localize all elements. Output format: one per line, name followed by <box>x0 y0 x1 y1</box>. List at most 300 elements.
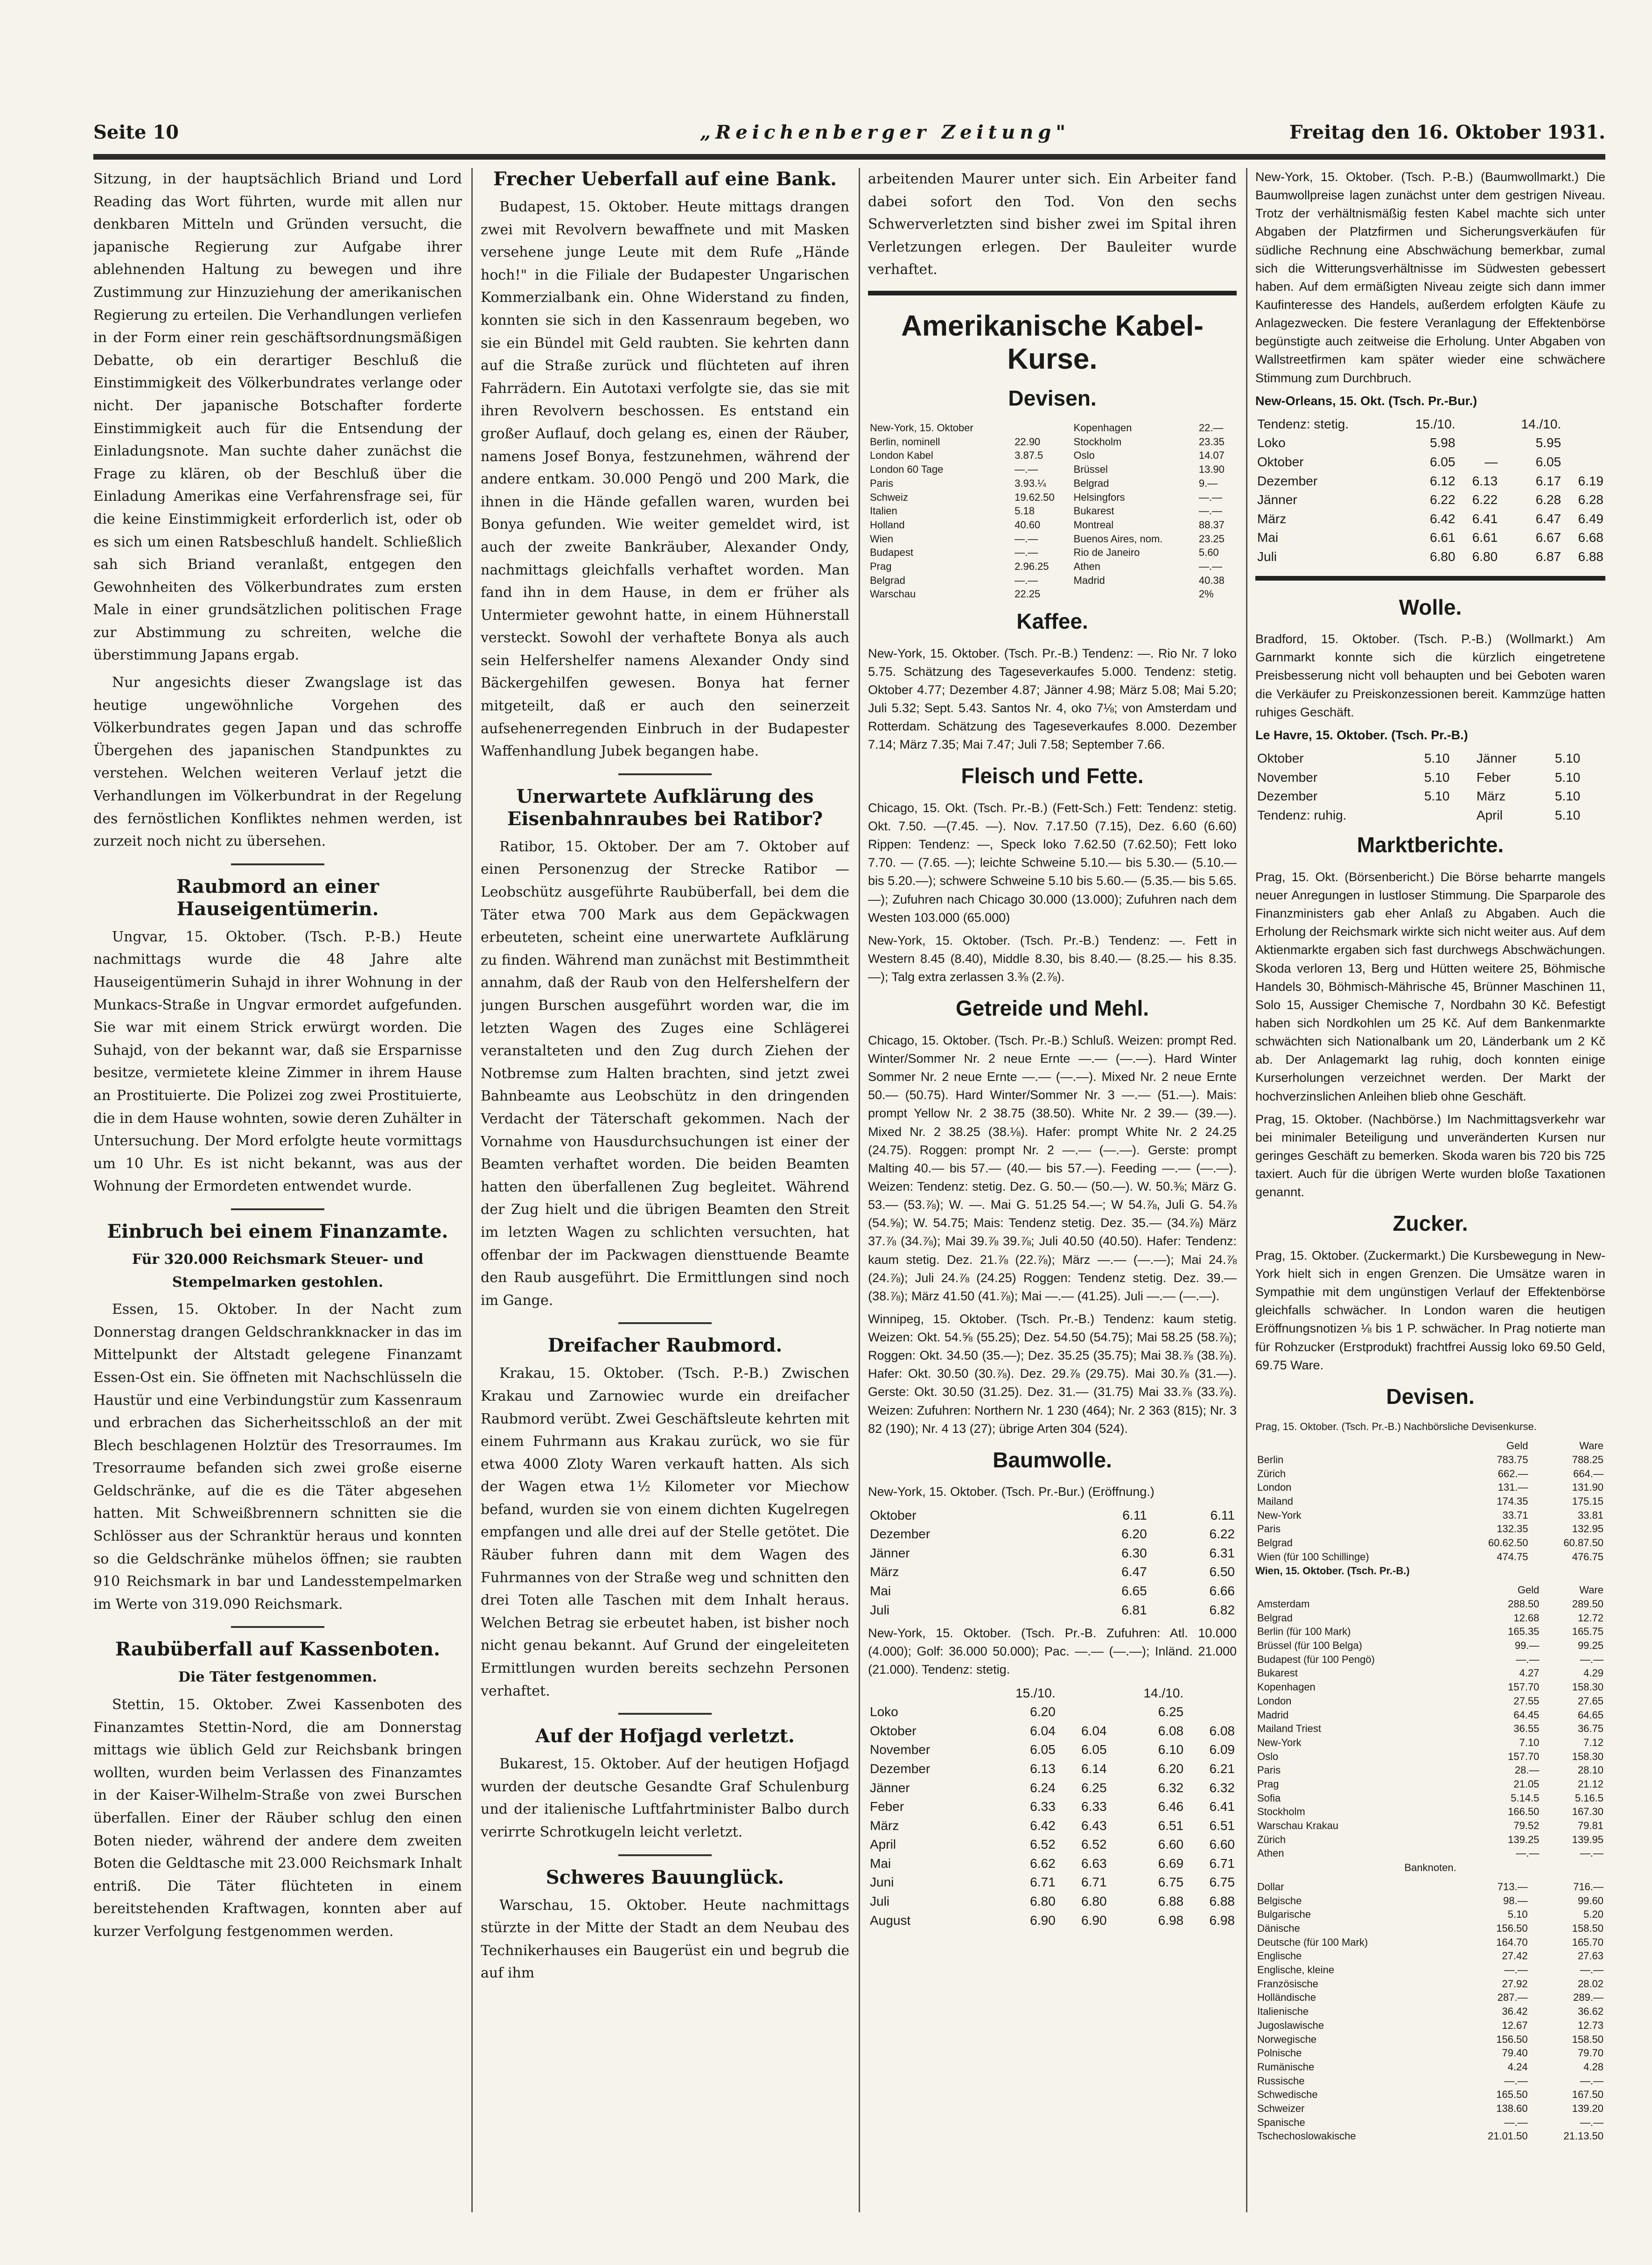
table-cell: 6.04 <box>1030 1723 1056 1738</box>
article-separator <box>231 863 324 865</box>
getreide-heading: Getreide und Mehl. <box>955 996 1149 1021</box>
table-cell: 7.10 <box>1519 1736 1540 1748</box>
table-cell: 5.95 <box>1535 435 1561 450</box>
table-cell: 6.13 <box>1030 1761 1056 1776</box>
table-cell: 98.— <box>1503 1894 1528 1907</box>
table-cell: 139.95 <box>1572 1833 1603 1845</box>
table-cell: Dezember <box>1257 473 1318 488</box>
table-cell: Budapest <box>870 547 913 559</box>
table-cell: 6.22 <box>1209 1527 1235 1542</box>
table-cell: 6.13 <box>1472 473 1498 488</box>
table-cell: 6.04 <box>1081 1723 1107 1738</box>
table-cell <box>1255 1583 1477 1597</box>
header-rule <box>93 154 1605 160</box>
table-cell: 22.25 <box>1015 588 1041 600</box>
table-cell: 6.80 <box>1429 549 1456 564</box>
table-row <box>1255 1597 1605 1611</box>
table-cell: 14.07 <box>1198 449 1225 462</box>
table-cell: 6.11 <box>1210 1508 1235 1522</box>
table-cell: Brüssel (für 100 Belga) <box>1257 1640 1362 1652</box>
baumwolle-table <box>868 1506 1237 1620</box>
table-cell: 6.47 <box>1535 511 1561 526</box>
market-report: Prag, 15. Okt. (Börsenbericht.) Die Börse beharrte mangels neuer Anregungen in lustloser Stimmung. Die Sparparole des Finanzministers gab eher Anlaß zu Abgaben. Auch die Erholung der Reichsmark wirkte sich nicht weiter aus. Auf dem Aktienmarkte ergaben sich fast durchwegs Abschwächungen. Skoda verloren 13, Berg und Hütten weitere 25, Böhmische Handels 30, Böhmisch-Mährische 45, Brünner Maschinen 11, Solo 15, Aussiger Chemische 7, Nordbahn 30 Kč. Befestigt haben sich Nordkohlen um 25 Kč. Auf dem Bankenmarkte schwächten sich Nationalbank um 20, Länderbank um 2 Kč ab. Der Anlagemarkt lag ruhig, doch konnten einige Kurserholungen verzeichnet werden. Der Markt der hochverzinslichen Anleihen blieb ohne Geschäft. <box>1255 870 1605 1103</box>
table-cell: 3.93.¼ <box>1015 477 1046 489</box>
table-cell: 28.02 <box>1577 1977 1603 1990</box>
table-cell: Holländische <box>1257 1992 1316 2004</box>
banknoten-heading: Banknoten. <box>1404 1862 1456 1874</box>
article-headline: Frecher Ueberfall auf eine Bank. <box>493 168 837 190</box>
table-row <box>868 1835 1237 1854</box>
table-cell: 6.87 <box>1535 549 1561 564</box>
table-cell: —.— <box>1580 1847 1603 1859</box>
baumwolle-report: New-York, 15. Oktober. (Tsch. Pr.-Bur.) (Eröffnung.) <box>868 1485 1155 1499</box>
table-cell: 99.60 <box>1577 1894 1603 1907</box>
article-body: Warschau, 15. Oktober. Heute nachmittags stürzte in der Mitte der Stadt an dem Neubau des Technikerhauses ein Baugerüst ein und begrub die auf ihm <box>481 1897 849 1982</box>
table-cell: 6.42 <box>1429 511 1456 526</box>
table-cell: 23.35 <box>1198 435 1225 448</box>
table-row <box>1255 1536 1605 1550</box>
table-cell: —.— <box>1516 1653 1540 1665</box>
table-row <box>1255 2019 1605 2033</box>
table-row <box>1255 1467 1605 1481</box>
newspaper-page <box>93 112 1605 2222</box>
table-cell: 167.30 <box>1572 1806 1603 1818</box>
table-cell: 6.22 <box>1429 492 1456 507</box>
table-row <box>1255 749 1605 768</box>
table-cell: 156.50 <box>1496 2033 1528 2045</box>
table-cell: Polnische <box>1257 2047 1302 2059</box>
table-cell: Deutsche (für 100 Mark) <box>1257 1936 1368 1948</box>
table-cell: Feber <box>870 1799 904 1814</box>
table-cell: 5.10 <box>1424 770 1450 785</box>
table-cell: 289.50 <box>1572 1598 1603 1610</box>
table-row <box>868 1582 1237 1601</box>
table-cell: London Kabel <box>870 449 933 462</box>
table-cell: Belgrad <box>1257 1537 1293 1549</box>
table-row <box>1255 1583 1605 1597</box>
table-cell: 6.62 <box>1030 1856 1056 1871</box>
table-row <box>1255 2005 1605 2019</box>
article-subheadline: Die Täter festgenommen. <box>178 1669 377 1686</box>
table-cell: Berlin, nominell <box>870 435 940 448</box>
wien-devisen-table <box>1255 1583 1605 1860</box>
table-row <box>868 1525 1237 1544</box>
table-cell <box>1072 587 1197 601</box>
table-row <box>868 574 1237 588</box>
table-cell: Dezember <box>870 1527 931 1542</box>
table-cell: 36.75 <box>1577 1723 1603 1735</box>
table-cell: 6.68 <box>1578 530 1603 545</box>
table-cell: 9.— <box>1198 477 1218 489</box>
table-cell: 6.90 <box>1081 1913 1107 1928</box>
column-divider <box>859 168 860 2212</box>
article-body: Krakau, 15. Oktober. (Tsch. P.-B.) Zwischen Krakau und Zarnowiec wurde ein dreifacher Raubmord verübt. Zwei Geschäftsleute kehrten mit einem Fuhrmann aus Krakau zurück, wo sie für etwa 4000 Zloty Waren verkauft hatten. Als sich der Wagen etwa 1½ Kilometer vor Miechow befand, wurden sie von einem dichten Kugelregen empfangen und alle drei auf der Stelle getötet. Die Räuber fuhren dann mit dem Wagen des Fuhrmannes von der Straße weg und schnitten den drei Toten alle Taschen mit dem Inhalt heraus. Welchen Betrag sie erbeutet haben, ist bisher noch nicht genau bekannt. Auf Grund der eingeleiteten Ermittlungen wurden bereits sechzehn Personen verhaftet. <box>481 1365 849 1699</box>
table-cell: November <box>1257 770 1318 785</box>
table-row <box>868 1911 1237 1930</box>
table-cell: März <box>870 1564 899 1579</box>
table-cell: Madrid <box>1257 1709 1289 1721</box>
table-row <box>1255 510 1605 529</box>
new-orleans-table <box>1255 415 1605 567</box>
table-cell: Paris <box>870 477 894 489</box>
table-cell: Juli <box>1257 549 1277 564</box>
table-cell: 6.71 <box>1081 1875 1107 1890</box>
table-row <box>868 1722 1237 1741</box>
table-cell: Oktober <box>870 1723 917 1738</box>
table-cell: 6.21 <box>1209 1761 1235 1776</box>
table-cell: Oslo <box>1257 1750 1279 1762</box>
table-cell: 166.50 <box>1508 1806 1540 1818</box>
table-cell: 6.50 <box>1209 1564 1235 1579</box>
table-cell: 22.— <box>1198 422 1224 434</box>
article-headline: Raubmord an einer Hauseigentümerin. <box>176 875 379 920</box>
table-cell: Schwedische <box>1257 2089 1318 2101</box>
table-cell: Spanische <box>1257 2116 1305 2128</box>
article-body: Ratibor, 15. Oktober. Der am 7. Oktober auf einen Personenzug der Strecke Ratibor — Leobschütz ausgeführte Raubüberfall, bei dem die Täter etwa 700 Mark aus dem Gepäckwagen erbeuteten, scheint eine unerwartete Aufklärung zu finden. Während man zunächst mit Bestimmtheit annahm, daß der Raub von den Helfershelfern der jungen Burschen ausgeführt worden war, die im letzten Wagen des Zuges eine Schlägerei veranstalteten und den Zug durch Ziehen der Notbremse zum Halten brachten, sind jetzt zwei Bahnbeamte aus Leobschütz in den dringenden Verdacht der Täterschaft gekommen. Nach der Vornahme von Hausdurchsuchungen ist einer der Beamten verhaftet worden. Die beiden Beamten hatten den überfallenen Zug begleitet. Während der Zug hielt und die übrigen Beamten den Streit im letzten Wagen zu schlichten versuchten, hat offenbar der im Packwagen diensttuende Beamte den Raub ausgeführt. Die Ermittlungen sind noch im Gange. <box>481 838 849 1309</box>
table-row <box>1255 2088 1605 2102</box>
table-cell: Schweiz <box>870 491 908 503</box>
table-cell: 131.90 <box>1572 1481 1603 1494</box>
table-cell: 6.32 <box>1209 1780 1235 1795</box>
article-body: Ungvar, 15. Oktober. (Tsch. P.-B.) Heute nachmittags wurde die 48 Jahre alte Hauseigentümerin Suhajd in ihrer Wohnung in der Munkacs-Straße in Ungvar ermordet aufgefunden. Sie war mit einem Strick erwürgt worden. Die Suhajd, von der bekannt war, daß sie Ersparnisse besitze, vermietete kleine Zimmer in ihrem Hause an Prostituierte. Die Polizei zog zwei Prostituierte, die in dem Hause wohnten, sowie deren Zuhälter in Untersuchung. Der Mord erfolgte heute vormittags um 10 Uhr. Es ist nicht bekannt, was aus der Wohnung der Ermordeten entwendet wurde. <box>93 928 462 1195</box>
table-cell: 6.41 <box>1472 511 1498 526</box>
table-cell: Tendenz: ruhig. <box>1257 807 1347 822</box>
table-row <box>1255 1894 1605 1908</box>
table-cell: 64.45 <box>1513 1709 1540 1721</box>
table-row <box>1255 2074 1605 2088</box>
table-cell: 3.87.5 <box>1015 449 1043 462</box>
table-cell: 6.22 <box>1472 492 1498 507</box>
table-cell: Dezember <box>870 1761 931 1776</box>
table-row <box>868 1506 1237 1525</box>
kaffee-heading: Kaffee. <box>1016 609 1088 634</box>
table-cell: Holland <box>870 519 905 531</box>
table-cell: 6.88 <box>1578 549 1603 564</box>
fleisch-heading: Fleisch und Fette. <box>961 764 1144 788</box>
table-row <box>1255 1736 1605 1750</box>
table-cell: Berlin <box>1257 1453 1284 1466</box>
table-row <box>1255 434 1605 453</box>
table-cell: 19.62.50 <box>1015 491 1055 503</box>
table-cell: Mailand <box>1257 1495 1294 1508</box>
table-cell: 6.43 <box>1081 1818 1107 1833</box>
table-row <box>868 560 1237 574</box>
table-cell: Oktober <box>1257 455 1304 470</box>
fleisch-report: New-York, 15. Oktober. (Tsch. Pr.-B.) Tendenz: —. Fett in Western 8.45 (8.40), Middle 8.30, bis 8.40.— (8.25.— his 8.35.—); Talg extra zerlassen 3.⅜ (2.⅞). <box>868 933 1237 984</box>
table-cell: 6.05 <box>1429 455 1456 470</box>
table-cell: August <box>870 1913 911 1928</box>
table-row <box>1255 1819 1605 1833</box>
table-cell: 6.32 <box>1158 1780 1184 1795</box>
table-cell: 27.63 <box>1577 1950 1603 1962</box>
table-row <box>1255 1935 1605 1949</box>
table-cell: März <box>1257 511 1287 526</box>
table-cell: Bulgarische <box>1257 1908 1311 1921</box>
table-cell: 158.30 <box>1572 1750 1603 1762</box>
table-row <box>1255 1722 1605 1736</box>
table-cell: 4.27 <box>1519 1667 1540 1679</box>
table-cell: 33.81 <box>1577 1509 1603 1521</box>
table-cell: Norwegische <box>1257 2033 1317 2045</box>
table-cell: 174.35 <box>1497 1495 1528 1508</box>
table-cell: Rumänische <box>1257 2061 1315 2073</box>
newspaper-title: „Reichenberger Zeitung" <box>700 121 1071 143</box>
table-cell: 6.31 <box>1209 1545 1235 1560</box>
table-row <box>1255 1508 1605 1522</box>
table-cell <box>1422 806 1475 825</box>
table-cell: 27.42 <box>1502 1950 1528 1962</box>
baumwolle-heading: Baumwolle. <box>993 1447 1112 1472</box>
table-cell: 156.50 <box>1496 1922 1528 1935</box>
table-cell: 788.25 <box>1572 1453 1603 1466</box>
table-cell: 713.— <box>1497 1880 1528 1893</box>
baumwolle-report: New-York, 15. Oktober. (Tsch. Pr.-B. Zufuhren: Atl. 10.000 (4.000); Golf: 36.000 50.000); Pac. —.— (—.—); Inländ. 21.000 (21.000). Tendenz: stetig. <box>868 1626 1237 1677</box>
table-row <box>868 421 1237 435</box>
table-cell: Kopenhagen <box>1257 1681 1316 1693</box>
table-cell: 6.08 <box>1158 1723 1184 1738</box>
table-cell: Oktober <box>870 1508 917 1522</box>
page-header <box>93 112 1605 154</box>
table-cell: Berlin (für 100 Mark) <box>1257 1626 1351 1638</box>
table-cell: 28.10 <box>1577 1764 1603 1776</box>
table-cell: Mai <box>1257 530 1279 545</box>
table-cell: 6.47 <box>1121 1564 1147 1579</box>
table-cell: 79.81 <box>1577 1820 1603 1832</box>
table-row <box>868 1601 1237 1620</box>
table-cell: 6.25 <box>1158 1704 1184 1719</box>
table-cell: 6.14 <box>1081 1761 1107 1776</box>
table-cell: 6.88 <box>1209 1894 1235 1909</box>
table-cell: 6.05 <box>1081 1742 1107 1757</box>
article-headline: Auf der Hofjagd verletzt. <box>535 1725 795 1747</box>
table-cell: 12.72 <box>1577 1612 1603 1624</box>
table-row <box>868 504 1237 518</box>
table-cell: 14./10. <box>1143 1685 1184 1700</box>
table-cell: Bukarest <box>1257 1667 1298 1679</box>
table-cell: 157.70 <box>1508 1750 1540 1762</box>
table-cell: 165.50 <box>1496 2089 1528 2101</box>
table-cell: März <box>870 1818 899 1833</box>
table-row <box>868 518 1237 532</box>
table-cell: 12.68 <box>1513 1612 1540 1624</box>
table-cell: London <box>1257 1481 1292 1494</box>
table-cell: 138.60 <box>1496 2102 1528 2114</box>
table-cell: London <box>1257 1695 1292 1707</box>
table-row <box>1255 453 1605 472</box>
table-row <box>1255 1694 1605 1708</box>
table-row <box>868 435 1237 449</box>
table-cell: 158.50 <box>1572 2033 1603 2045</box>
table-cell: 4.29 <box>1583 1667 1603 1679</box>
table-row <box>1255 2033 1605 2047</box>
table-cell: 6.61 <box>1472 530 1498 545</box>
table-cell: 139.25 <box>1508 1833 1540 1845</box>
table-cell: London 60 Tage <box>870 463 944 476</box>
table-cell: 6.41 <box>1209 1799 1235 1814</box>
table-cell: 60.87.50 <box>1563 1537 1603 1549</box>
table-cell: 5.10 <box>1554 789 1581 804</box>
table-cell: —.— <box>1504 2116 1528 2128</box>
table-cell: 6.80 <box>1472 549 1498 564</box>
table-cell: Jänner <box>870 1780 910 1795</box>
devisen-heading: Devisen. <box>1008 386 1097 410</box>
article-headline: Dreifacher Raubmord. <box>547 1334 783 1357</box>
table-row <box>1255 1666 1605 1680</box>
table-row <box>1255 2116 1605 2130</box>
table-cell: 132.95 <box>1572 1523 1603 1535</box>
table-cell: 27.55 <box>1513 1695 1540 1707</box>
issue-date: Freitag den 16. Oktober 1931. <box>1289 121 1605 143</box>
table-row <box>1255 1750 1605 1764</box>
table-cell: Jänner <box>1476 750 1517 765</box>
table-cell: 6.61 <box>1429 530 1456 545</box>
table-row <box>1255 1522 1605 1536</box>
table-cell: Juli <box>870 1894 890 1909</box>
table-row <box>1255 528 1605 547</box>
table-row <box>1255 1708 1605 1722</box>
table-cell: Belgrad <box>1073 477 1109 489</box>
table-cell: 157.70 <box>1508 1681 1540 1693</box>
table-cell: Juni <box>870 1875 894 1890</box>
table-row <box>868 477 1237 491</box>
table-row <box>1255 1550 1605 1564</box>
table-cell: 5.10 <box>1554 807 1581 822</box>
table-cell: 6.20 <box>1121 1527 1147 1542</box>
table-cell: 5.10 <box>1424 789 1450 804</box>
table-row <box>868 587 1237 601</box>
table-row <box>1255 415 1605 434</box>
table-cell: 6.05 <box>1030 1742 1056 1757</box>
table-cell: 783.75 <box>1497 1453 1528 1466</box>
table-cell: 4.24 <box>1507 2061 1528 2073</box>
table-cell: 6.10 <box>1158 1742 1184 1757</box>
table-cell: 36.55 <box>1513 1723 1540 1735</box>
table-cell: 21.13.50 <box>1563 2130 1603 2142</box>
table-cell: 6.71 <box>1209 1856 1235 1871</box>
zucker-report: Prag, 15. Oktober. (Zuckermarkt.) Die Kursbewegung in New-York hielt sich in engen Grenzen. Die Umsätze waren in Sympathie mit dem ungünstigen Verlauf der Effektenbörse gleichfalls schwächer. In London waren die heutigen Eröffnungsnotizen ⅛ bis 1 P. schwächer. In Prag notierte man für Rohzucker (Erstprodukt) frachtfrei Aussig loko 69.50 Geld, 69.75 Ware. <box>1255 1248 1605 1372</box>
table-cell: Stockholm <box>1257 1806 1305 1818</box>
table-cell: 12.73 <box>1577 2019 1603 2031</box>
table-cell: Tschechoslowakische <box>1257 2130 1356 2142</box>
table-row <box>1255 1805 1605 1819</box>
table-cell: —.— <box>1580 1964 1603 1976</box>
table-cell: Warschau Krakau <box>1257 1820 1339 1832</box>
table-cell: 6.46 <box>1158 1799 1184 1814</box>
table-cell: —.— <box>1504 2075 1528 2087</box>
table-cell: Jugoslawische <box>1257 2019 1324 2031</box>
table-cell: 6.20 <box>1030 1704 1056 1719</box>
table-row <box>868 1684 1237 1703</box>
table-cell: —.— <box>1015 533 1038 545</box>
table-cell: Englische, kleine <box>1257 1964 1335 1976</box>
devisen-table <box>868 421 1237 601</box>
column-2 <box>481 168 849 2212</box>
table-cell: Italien <box>870 505 897 517</box>
table-cell: — <box>1484 455 1498 470</box>
table-cell: 132.35 <box>1497 1523 1528 1535</box>
table-cell: Zürich <box>1257 1467 1286 1480</box>
table-cell: Amsterdam <box>1257 1598 1310 1610</box>
table-cell: 5.60 <box>1198 547 1219 559</box>
table-cell <box>1563 434 1605 453</box>
table-cell: Schweizer <box>1257 2102 1305 2114</box>
table-cell: 99.— <box>1514 1640 1540 1652</box>
prag-devisen-heading: Prag, 15. Oktober. (Tsch. Pr.-B.) Nachbörsliche Devisenkurse. <box>1255 1421 1537 1433</box>
table-row <box>1255 1907 1605 1921</box>
column-3 <box>868 168 1237 2212</box>
table-cell: 6.75 <box>1209 1875 1235 1890</box>
table-cell: 5.20 <box>1583 1908 1603 1921</box>
table-row <box>1255 1977 1605 1991</box>
table-cell: April <box>1476 807 1503 822</box>
table-cell: Mai <box>870 1583 891 1598</box>
table-cell: Sofia <box>1257 1792 1281 1804</box>
table-cell: 6.66 <box>1209 1583 1235 1598</box>
wolle-report: Bradford, 15. Oktober. (Tsch. P.-B.) (Wollmarkt.) Am Garnmarkt konnte sich die kürzlich eingetretene Preisbesserung nicht voll behaupten und bei Geboten waren die Verkäufer zu Preiskonzessionen bereit. Kammzüge hatten ruhiges Geschäft. <box>1255 632 1605 719</box>
table-cell: Montreal <box>1073 519 1114 531</box>
table-cell <box>1457 434 1499 453</box>
table-row <box>868 1544 1237 1563</box>
table-cell: 21.12 <box>1577 1778 1603 1790</box>
table-cell: Bukarest <box>1073 505 1114 517</box>
table-row <box>1255 2046 1605 2060</box>
page-number: Seite 10 <box>93 121 179 143</box>
article-separator <box>231 1626 324 1628</box>
table-cell: New-York, 15. Oktober <box>870 422 973 434</box>
table-cell: 6.80 <box>1081 1894 1107 1909</box>
table-cell: Dezember <box>1257 789 1318 804</box>
table-cell: 664.— <box>1573 1467 1603 1480</box>
article-body: Bukarest, 15. Oktober. Auf der heutigen Hofjagd wurden der deutsche Gesandte Graf Schulenburg und der italienische Luftfahrtminister Balbo durch verirrte Schrotkugeln leicht verletzt. <box>481 1756 849 1840</box>
market-report: Prag, 15. Oktober. (Nachbörse.) Im Nachmittagsverkehr war bei minimaler Beteiligung und unveränderten Kursen nur geringes Geschäft zu bemerken. Skoda waren bis 720 bis 725 taxiert. Auch für die übrigen Werte wurden bloße Taxationen genannt. <box>1255 1112 1605 1199</box>
baumwolle-futures-table <box>868 1684 1237 1930</box>
table-cell: Rio de Janeiro <box>1073 547 1140 559</box>
table-cell: 716.— <box>1573 1880 1603 1893</box>
article-body: Budapest, 15. Oktober. Heute mittags drangen zwei mit Revolvern bewaffnete und mit Masken versehene junge Leute mit dem Rufe „Hände hoch!" in die Filiale der Budapester Ungarischen Kommerzialbank ein. Ohne Widerstand zu finden, konnten sie sich in den Kassenraum begeben, wo sie ein Bündel mit Geld raubten. Sie kehrten dann auf die Straße zurück und flüchteten auf ihren Fahrrädern. Ein Autotaxi verfolgte sie, das sie mit ihren Revolvern beschossen. Es entstand ein großer Auflauf, doch gelang es, einen der Räuber, namens Josef Bonya, festzunehmen, während der andere entkam. 30.000 Pengö und 200 Mark, die ihnen in die Hände gefallen waren, wurden bei Bonya gefunden. Wie weiter gemeldet wird, ist auch der zweite Bankräuber, Alexander Ondy, nachmittags gleichfalls verhaftet worden. Man fand ihn in dem Hause, in dem er früher als Untermieter gewohnt hatte, in einem Hühnerstall versteckt. Sowohl der verhaftete Bonya als auch sein Helfershelfer namens Alexander Ondy sind Bäckergehilfen gewesen. Bonya hat ferner mitgeteilt, daß er auch den seinerzeit aufsehenerregenden Einbruch in der Budapester Waffenhandlung Jubek begangen habe. <box>481 199 849 760</box>
table-cell: 99.25 <box>1577 1640 1603 1652</box>
table-cell: 5.16.5 <box>1575 1792 1603 1804</box>
table-cell <box>868 1684 980 1703</box>
table-row <box>868 491 1237 505</box>
table-cell: Warschau <box>870 588 916 600</box>
table-cell: —.— <box>1516 1847 1540 1859</box>
table-cell: Italienische <box>1257 2006 1309 2018</box>
table-cell: —.— <box>1580 1653 1603 1665</box>
table-cell <box>1013 421 1071 435</box>
article-separator <box>618 1322 712 1324</box>
table-cell: 6.49 <box>1578 511 1603 526</box>
table-cell: 6.51 <box>1209 1818 1235 1833</box>
table-row <box>868 1873 1237 1892</box>
table-cell: Mai <box>870 1856 891 1871</box>
column-divider <box>471 168 473 2212</box>
table-cell: Englische <box>1257 1950 1302 1962</box>
table-cell <box>1185 1684 1237 1703</box>
table-cell: 6.30 <box>1121 1545 1147 1560</box>
table-cell: 40.60 <box>1015 519 1041 531</box>
table-cell: 15./10. <box>1015 1685 1056 1700</box>
table-cell: Geld <box>1517 1584 1540 1596</box>
table-cell: Tendenz: stetig. <box>1257 416 1349 431</box>
table-cell: 14./10. <box>1521 416 1561 431</box>
table-cell: 289.— <box>1573 1992 1603 2004</box>
table-cell: 15./10. <box>1415 416 1456 431</box>
table-cell: 131.— <box>1498 1481 1528 1494</box>
table-row <box>1255 1439 1605 1453</box>
column-4 <box>1255 168 1605 2212</box>
table-cell: 288.50 <box>1508 1598 1540 1610</box>
table-cell <box>1057 1703 1109 1722</box>
